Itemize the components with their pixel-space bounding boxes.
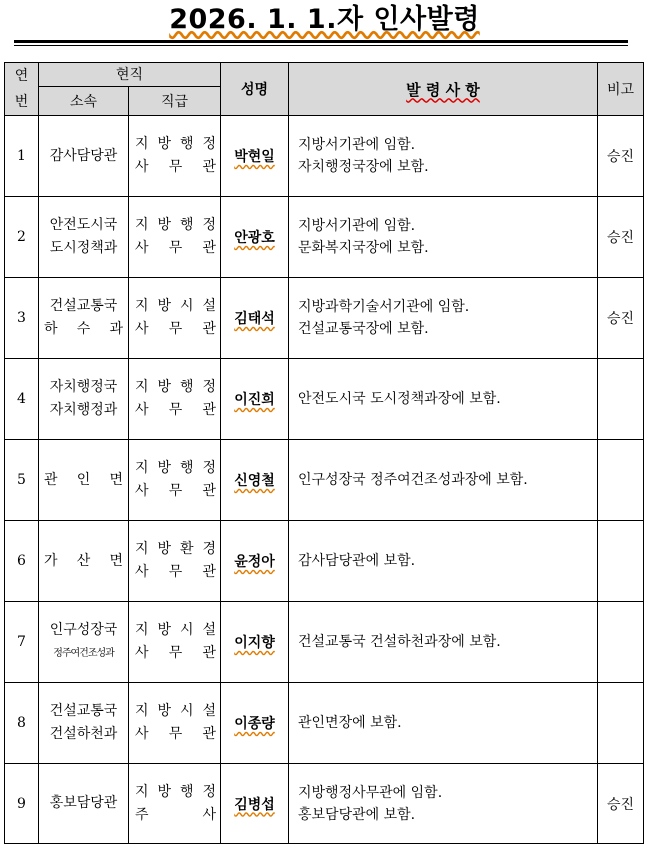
row-dept <box>39 359 129 440</box>
appointment-table <box>4 62 644 844</box>
row-no: 4 <box>5 359 39 440</box>
header-dept: 소속 <box>39 86 129 115</box>
rank-line: 사 무 관 <box>135 564 216 580</box>
rank-line: 사 무 관 <box>135 159 216 175</box>
header-appointment <box>289 63 598 116</box>
row-dept <box>39 602 129 683</box>
dept-line: 관 인 면 <box>44 471 123 488</box>
rank-line: 사 무 관 <box>135 483 216 499</box>
header-appointment-text: 발 령 사 항 <box>406 80 480 99</box>
row-no: 1 <box>5 116 39 197</box>
row-name <box>221 278 289 359</box>
person-name: 이종량 <box>234 716 275 732</box>
row-rank <box>129 602 221 683</box>
row-rank <box>129 764 221 844</box>
detail-line: 인구성장국 정주여건조성과장에 보함. <box>298 472 528 488</box>
detail-line: 자치행정국장에 보함. <box>298 159 429 175</box>
row-note: 승진 <box>598 197 644 278</box>
table-row <box>5 521 644 602</box>
detail-line: 감사담당관에 보함. <box>298 553 416 569</box>
row-detail <box>289 116 598 197</box>
rank-line: 지 방 행 정 <box>135 379 216 395</box>
row-note: 승진 <box>598 764 644 844</box>
table-row <box>5 440 644 521</box>
person-name: 박현일 <box>234 149 275 165</box>
row-no: 6 <box>5 521 39 602</box>
person-name: 윤정아 <box>234 554 275 570</box>
row-name <box>221 602 289 683</box>
row-note: 승진 <box>598 116 644 197</box>
detail-line: 홍보담당관에 보함. <box>298 806 416 823</box>
person-name: 김태석 <box>234 311 275 327</box>
person-name: 안광호 <box>234 230 275 246</box>
table-row <box>5 602 644 683</box>
header-current: 현직 <box>39 63 221 87</box>
row-detail <box>289 683 598 764</box>
dept-line: 자치행정국 <box>49 379 118 395</box>
dept-line: 자치행정과 <box>49 402 118 418</box>
row-detail <box>289 764 598 844</box>
dept-line: 건설하천과 <box>49 726 118 742</box>
dept-line: 가 산 면 <box>44 552 123 569</box>
dept-line: 정주여건조성과 <box>53 648 114 659</box>
row-no: 9 <box>5 764 39 844</box>
dept-line: 하 수 과 <box>44 321 123 337</box>
row-rank <box>129 521 221 602</box>
rank-line: 지 방 행 정 <box>135 460 216 476</box>
row-no: 8 <box>5 683 39 764</box>
appointment-rows <box>5 116 644 844</box>
row-rank <box>129 116 221 197</box>
rank-line: 주 사 <box>135 806 216 823</box>
row-dept <box>39 440 129 521</box>
title-underline-thick <box>14 40 628 43</box>
dept-line: 도시정책과 <box>49 240 118 256</box>
rank-line: 지 방 행 정 <box>135 217 216 233</box>
dept-line: 건설교통국 <box>49 298 118 314</box>
row-detail <box>289 197 598 278</box>
detail-line: 관인면장에 보함. <box>298 715 402 731</box>
row-note <box>598 521 644 602</box>
row-name <box>221 440 289 521</box>
rank-line: 지 방 시 설 <box>135 298 216 314</box>
row-note <box>598 359 644 440</box>
row-name <box>221 521 289 602</box>
person-name: 이지향 <box>234 635 275 651</box>
row-name <box>221 116 289 197</box>
row-rank <box>129 197 221 278</box>
row-dept <box>39 197 129 278</box>
row-rank <box>129 683 221 764</box>
dept-line: 감사담당관 <box>49 147 118 164</box>
row-name <box>221 764 289 844</box>
rank-line: 지 방 행 정 <box>135 783 216 800</box>
row-rank <box>129 440 221 521</box>
title-underline-thin <box>14 45 628 46</box>
rank-line: 지 방 시 설 <box>135 703 216 719</box>
detail-line: 지방서기관에 임함. <box>298 218 416 234</box>
row-dept <box>39 278 129 359</box>
row-detail <box>289 602 598 683</box>
row-name <box>221 197 289 278</box>
row-detail <box>289 359 598 440</box>
header-no <box>5 63 39 116</box>
detail-line: 건설교통국 건설하천과장에 보함. <box>298 634 501 650</box>
rank-line: 사 무 관 <box>135 726 216 742</box>
rank-line: 사 무 관 <box>135 645 216 661</box>
row-name <box>221 683 289 764</box>
page-title: 2026. 1. 1.자 인사발령 <box>169 4 480 35</box>
row-no: 7 <box>5 602 39 683</box>
rank-line: 사 무 관 <box>135 321 216 337</box>
dept-line: 홍보담당관 <box>49 795 118 811</box>
table-row <box>5 116 644 197</box>
row-dept <box>39 683 129 764</box>
row-note <box>598 683 644 764</box>
person-name: 김병섭 <box>234 796 275 813</box>
dept-line: 건설교통국 <box>49 703 118 719</box>
table-row <box>5 197 644 278</box>
row-note <box>598 602 644 683</box>
row-name <box>221 359 289 440</box>
rank-line: 사 무 관 <box>135 240 216 256</box>
row-note: 승진 <box>598 278 644 359</box>
dept-line: 안전도시국 <box>49 217 118 233</box>
row-rank <box>129 359 221 440</box>
person-name: 신영철 <box>234 473 275 489</box>
row-note <box>598 440 644 521</box>
detail-line: 안전도시국 도시정책과장에 보함. <box>298 391 501 407</box>
detail-line: 지방서기관에 임함. <box>298 137 416 153</box>
row-dept <box>39 521 129 602</box>
row-detail <box>289 278 598 359</box>
rank-line: 지 방 행 정 <box>135 136 216 152</box>
row-dept <box>39 764 129 844</box>
table-row <box>5 278 644 359</box>
row-no: 3 <box>5 278 39 359</box>
detail-line: 지방행정사무관에 임함. <box>298 784 443 801</box>
detail-line: 건설교통국장에 보함. <box>298 321 429 337</box>
detail-line: 지방과학기술서기관에 임함. <box>298 299 470 315</box>
row-no: 5 <box>5 440 39 521</box>
header-note: 비고 <box>598 63 644 116</box>
table-row <box>5 683 644 764</box>
table-row <box>5 764 644 844</box>
row-dept <box>39 116 129 197</box>
header-rank: 직급 <box>129 86 221 115</box>
rank-line: 사 무 관 <box>135 402 216 418</box>
header-name: 성명 <box>221 63 289 116</box>
table-row <box>5 359 644 440</box>
person-name: 이진희 <box>234 392 275 408</box>
header-no-text: 연 번 <box>14 68 29 110</box>
dept-line: 인구성장국 <box>49 622 118 638</box>
rank-line: 지 방 환 경 <box>135 541 216 557</box>
rank-line: 지 방 시 설 <box>135 622 216 638</box>
row-detail <box>289 440 598 521</box>
row-detail <box>289 521 598 602</box>
detail-line: 문화복지국장에 보함. <box>298 240 429 256</box>
row-no: 2 <box>5 197 39 278</box>
row-rank <box>129 278 221 359</box>
